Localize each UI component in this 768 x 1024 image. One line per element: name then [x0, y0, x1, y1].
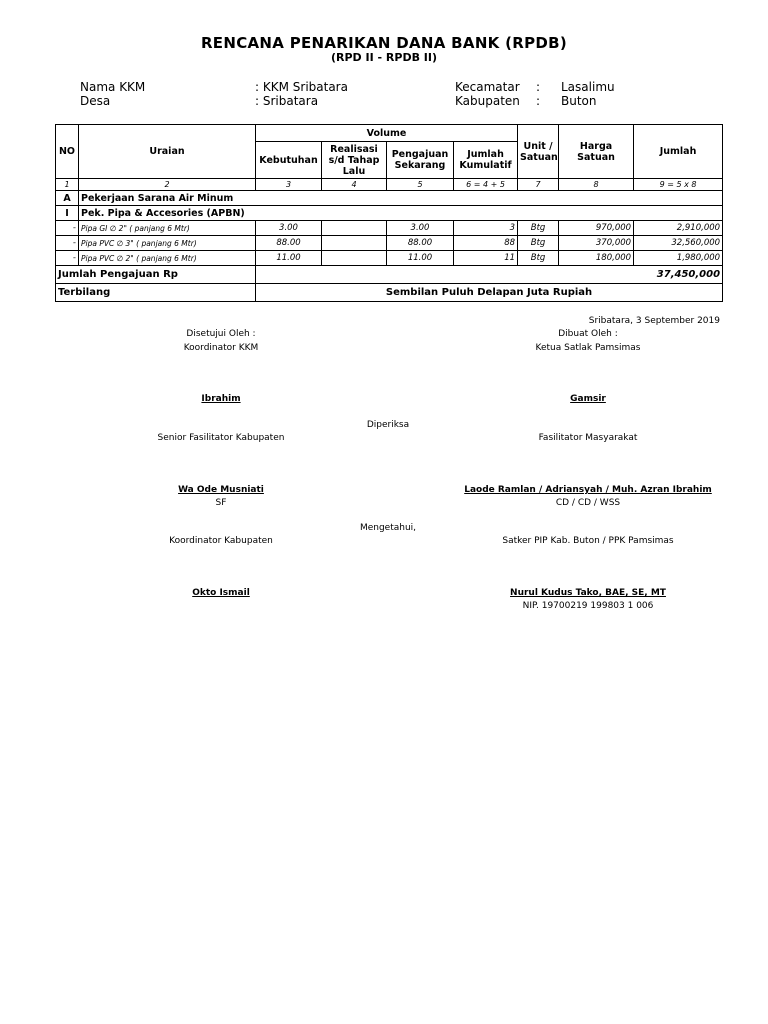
document-subtitle: (RPD II - RPDB II) [330, 51, 438, 64]
item-dash: - [56, 221, 79, 236]
signatory-laode: Laode Ramlan / Adriansyah / Muh. Azran Ibrahim [464, 485, 712, 495]
item-kumulatif: 11 [454, 251, 518, 266]
item-realisasi [322, 236, 387, 251]
category-no: A [56, 191, 79, 206]
kecamatan-colon: : [536, 80, 541, 94]
mengetahui-label: Mengetahui, [359, 523, 417, 533]
colnum: 6 = 4 + 5 [454, 179, 518, 191]
item-kebutuhan: 88.00 [256, 236, 322, 251]
nama-kkm-label: Nama KKM [80, 80, 146, 94]
satker-label: Satker PIP Kab. Buton / PPK Pamsimas [502, 536, 674, 546]
item-dash: - [56, 251, 79, 266]
item-dash: - [56, 236, 79, 251]
nama-kkm-value: : KKM Sribatara [255, 80, 348, 94]
item-kebutuhan: 3.00 [256, 221, 322, 236]
header-pengajuan: Pengajuan Sekarang [387, 142, 454, 179]
item-jumlah: 1,980,000 [634, 251, 723, 266]
dibuat-label: Dibuat Oleh : [558, 329, 618, 339]
kabupaten-label: Kabupaten [455, 94, 520, 108]
colnum: 2 [79, 179, 256, 191]
colnum: 3 [256, 179, 322, 191]
header-uraian: Uraian [79, 125, 256, 179]
place-date: Sribatara, 3 September 2019 [588, 316, 720, 326]
signatory-wa-ode: Wa Ode Musniati [178, 485, 264, 495]
item-description: Pipa GI ∅ 2" ( panjang 6 Mtr) [79, 221, 256, 236]
total-label: Jumlah Pengajuan Rp [56, 266, 256, 284]
total-value: 37,450,000 [256, 266, 723, 284]
item-jumlah: 2,910,000 [634, 221, 723, 236]
category-no: I [56, 206, 79, 221]
disetujui-label: Disetujui Oleh : [186, 329, 256, 339]
colnum: 5 [387, 179, 454, 191]
item-pengajuan: 11.00 [387, 251, 454, 266]
category-row-i [56, 206, 723, 221]
diperiksa-label: Diperiksa [366, 420, 410, 430]
item-pengajuan: 3.00 [387, 221, 454, 236]
header-jumlah: Jumlah [634, 125, 723, 179]
total-row [56, 266, 723, 284]
terbilang-value: Sembilan Puluh Delapan Juta Rupiah [256, 284, 723, 302]
koordinator-kabupaten-label: Koordinator Kabupaten [169, 536, 273, 546]
colnum: 7 [518, 179, 559, 191]
item-unit: Btg [518, 251, 559, 266]
item-realisasi [322, 251, 387, 266]
signatory-okto: Okto Ismail [192, 588, 250, 598]
kabupaten-value: Buton [561, 94, 597, 108]
item-harga: 970,000 [559, 221, 634, 236]
header-volume: Volume [256, 125, 518, 142]
fasilitator-masyarakat-label: Fasilitator Masyarakat [538, 433, 638, 443]
header-realisasi: Realisasi s/d Tahap Lalu [322, 142, 387, 179]
item-harga: 370,000 [559, 236, 634, 251]
desa-value: : Sribatara [255, 94, 319, 108]
item-jumlah: 32,560,000 [634, 236, 723, 251]
senior-fasilitator-label: Senior Fasilitator Kabupaten [157, 433, 285, 443]
document-title: RENCANA PENARIKAN DANA BANK (RPDB) [200, 34, 568, 52]
header-kebutuhan: Kebutuhan [256, 142, 322, 179]
signatory-nurul: Nurul Kudus Tako, BAE, SE, MT [510, 588, 666, 598]
colnum: 4 [322, 179, 387, 191]
kecamatan-value: Lasalimu [561, 80, 615, 94]
item-pengajuan: 88.00 [387, 236, 454, 251]
header-unit: Unit / Satuan [518, 125, 559, 179]
item-description: Pipa PVC ∅ 3" ( panjang 6 Mtr) [79, 236, 256, 251]
category-label: Pek. Pipa & Accesories (APBN) [79, 206, 723, 221]
item-description: Pipa PVC ∅ 2" ( panjang 6 Mtr) [79, 251, 256, 266]
header-no: NO [56, 125, 79, 179]
colnum: 1 [56, 179, 79, 191]
terbilang-row [56, 284, 723, 302]
table-row [56, 251, 723, 266]
koordinator-kkm-label: Koordinator KKM [183, 343, 259, 353]
kecamatan-label: Kecamatar [455, 80, 520, 94]
category-label: Pekerjaan Sarana Air Minum [79, 191, 723, 206]
ketua-satlak-label: Ketua Satlak Pamsimas [535, 343, 641, 353]
table-row [56, 221, 723, 236]
item-harga: 180,000 [559, 251, 634, 266]
item-kebutuhan: 11.00 [256, 251, 322, 266]
table-row [56, 236, 723, 251]
terbilang-label: Terbilang [56, 284, 256, 302]
role-cd: CD / CD / WSS [555, 498, 621, 508]
header-kumulatif: Jumlah Kumulatif [454, 142, 518, 179]
item-unit: Btg [518, 221, 559, 236]
desa-label: Desa [80, 94, 111, 108]
colnum: 8 [559, 179, 634, 191]
item-kumulatif: 88 [454, 236, 518, 251]
colnum: 9 = 5 x 8 [634, 179, 723, 191]
signatory-gamsir: Gamsir [570, 394, 606, 404]
header-harga: Harga Satuan [559, 125, 634, 179]
rpdb-table [55, 124, 723, 302]
item-kumulatif: 3 [454, 221, 518, 236]
column-number-row [56, 179, 723, 191]
signatory-ibrahim: Ibrahim [201, 394, 241, 404]
nip-number: NIP. 19700219 199803 1 006 [522, 601, 654, 611]
kabupaten-colon: : [536, 94, 541, 108]
item-realisasi [322, 221, 387, 236]
role-sf: SF [215, 498, 227, 508]
item-unit: Btg [518, 236, 559, 251]
category-row-a [56, 191, 723, 206]
